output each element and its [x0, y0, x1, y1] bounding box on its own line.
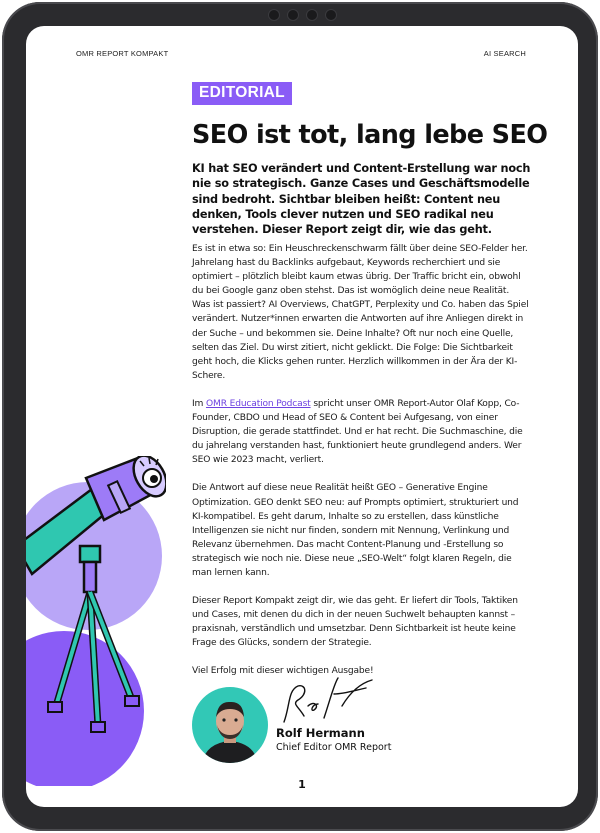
section-badge: EDITORIAL [192, 82, 292, 105]
running-header-left: OMR REPORT KOMPAKT [76, 49, 169, 58]
telescope-illustration [26, 456, 166, 786]
lead-paragraph: KI hat SEO verändert und Content-Erstellung war noch nie so strategisch. Ganze Cases und Geschäftsmodelle sind bedroht. Sichtbar bleiben heißt: Content neu denken, Tools clever nutzen und SEO radikal neu verstehen. Dieser Report zeigt dir, wie das geht. [192, 162, 531, 237]
running-header-right: AI SEARCH [483, 49, 526, 58]
author-signature [268, 676, 378, 728]
camera-dot-icon [325, 9, 337, 21]
tablet-frame [2, 2, 598, 831]
author-role: Chief Editor OMR Report [276, 742, 392, 753]
paragraph-3: Die Antwort auf diese neue Realität heißt GEO – Generative Engine Optimization. GEO denkt SEO neu: auf Prompts optimiert, strukturiert und KI-kompatibel. Es geht darum, Inhalte so zu erstellen, dass künstliche Intelligenzen sie nicht nur finden, sondern mit Nennung, Verlinkung und Relevanz übernehmen. Das macht Content-Planung und -Erstellung so strategisch wie noch nie. Diese neue „SEO-Welt“ folgt klaren Regeln, die man lernen kann. [192, 483, 519, 578]
author-name: Rolf Hermann [276, 726, 365, 740]
purple-circle [26, 631, 144, 786]
paragraph-1: Es ist in etwa so: Ein Heuschreckenschwarm fällt über deine SEO-Felder her. Jahrelang hast du Backlinks aufgebaut, Keywords recherchiert und sie optimiert – plötzlich bleibt kaum etwas übrig. Der Traffic bricht ein, obwohl du bei Google ganz oben stehst. Das ist womöglich deine neue Realität. Was ist passiert? AI Overviews, ChatGPT, Perplexity und Co. haben das Spiel verändert. Nutzer*innen erwarten die Antworten auf ihre Anliegen direkt in der Suche – und bekommen sie. Deine Inhalte? Oft nur noch eine Quelle, selten das Ziel. Du wirst zitiert, nicht geklickt. Die Folge: Die Sichtbarkeit geht hoch, die Klicks gehen runter. Herzlich willkommen in der Ära der KI-Schere. [192, 244, 529, 381]
author-avatar [192, 687, 268, 763]
paragraph-2-prefix: Im [192, 398, 206, 409]
camera-dot-icon [287, 9, 299, 21]
page-number: 1 [298, 778, 306, 791]
paragraph-4: Dieser Report Kompakt zeigt dir, wie das geht. Er liefert dir Tools, Taktiken und Cases, mit denen du dich in der neuen Suchwelt behaupten kannst – praxisnah, verständlich und umsetzbar. Denn Sichtbarkeit ist heute keine Frage des Glücks, sondern der Strategie. [192, 596, 518, 649]
paragraph-2-rest: spricht unser OMR Report-Autor Olaf Kopp, Co-Founder, CBDO und Head of SEO & Content bei Aufgesang, von einer Disruption, die gerade stattfindet. Und er hat recht. Die Suchmaschine, die du jahrelang verstanden hast, funktioniert heute grundlegend anders. Wer SEO wie 2023 macht, verliert. [192, 398, 523, 466]
document-page [26, 26, 578, 807]
article-body [192, 242, 530, 693]
camera-bar [252, 9, 352, 21]
page-title: SEO ist tot, lang lebe SEO [192, 120, 548, 150]
camera-dot-icon [268, 9, 280, 21]
paragraph-5: Viel Erfolg mit dieser wichtigen Ausgabe! [192, 666, 374, 677]
podcast-link[interactable]: OMR Education Podcast [205, 398, 311, 409]
paragraph-2 [192, 397, 530, 467]
camera-dot-icon [306, 9, 318, 21]
